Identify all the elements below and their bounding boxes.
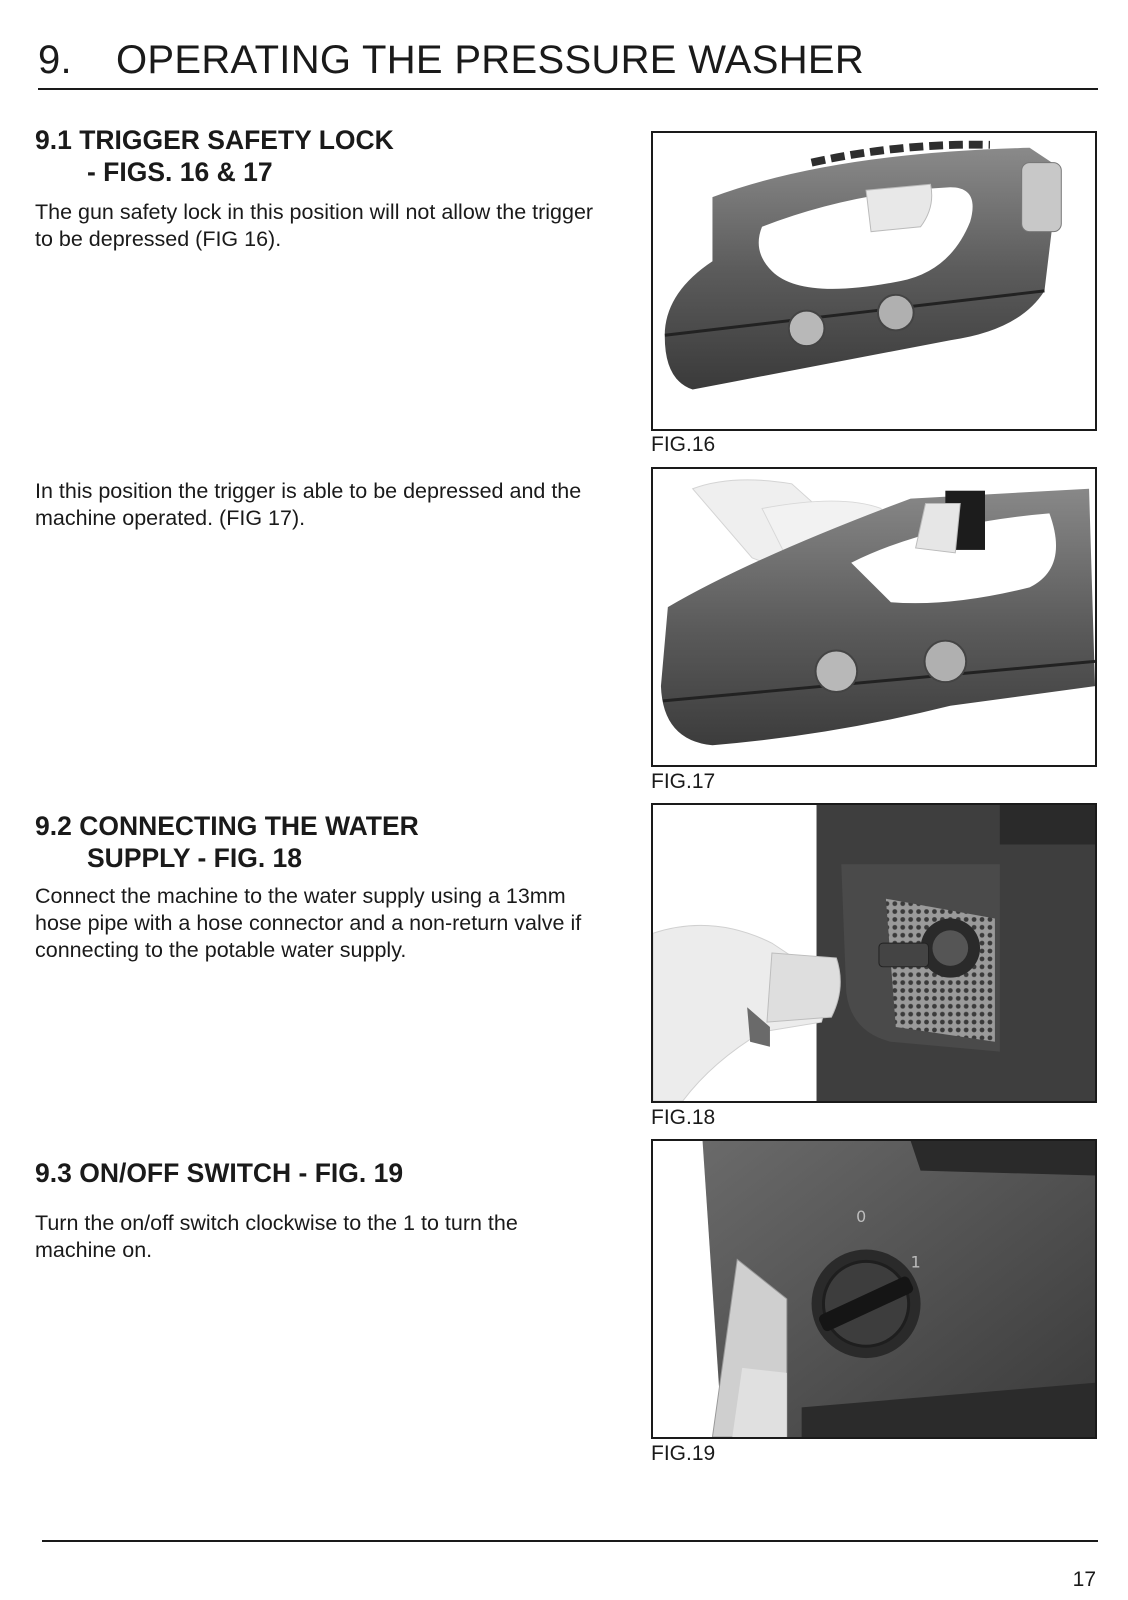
hose-connection-illustration: [653, 805, 1095, 1101]
figure-19-photo: [651, 1139, 1097, 1439]
section-heading-line1: 9.3 ON/OFF SWITCH - FIG. 19: [35, 1158, 404, 1188]
on-off-switch-illustration: [653, 1141, 1095, 1437]
page-title: [38, 38, 1098, 83]
figure-18-caption: FIG.18: [651, 1106, 716, 1129]
switch-on-mark: 1: [910, 1252, 921, 1272]
paragraph-water-supply: Connect the machine to the water supply using a 13mm hose pipe with a hose connector and a non-return valve if connecting to the potable water supply.: [35, 884, 582, 962]
figure-17-photo: [651, 467, 1097, 767]
title-divider: [38, 88, 1098, 90]
chapter-title: OPERATING THE PRESSURE WASHER: [116, 38, 865, 82]
figure-16-photo: [651, 131, 1097, 431]
paragraph-safety-lock-engaged: The gun safety lock in this position will not allow the trigger to be depressed (FIG 16).: [35, 200, 594, 251]
figure-19-caption: FIG.19: [651, 1442, 716, 1465]
section-heading-line2: SUPPLY - FIG. 18: [87, 843, 303, 873]
section-heading-line1: 9.1 TRIGGER SAFETY LOCK: [35, 125, 394, 155]
section-heading-line2: - FIGS. 16 & 17: [87, 157, 273, 187]
figure-17-caption: FIG.17: [651, 770, 716, 793]
spray-gun-trigger-pressed-illustration: [653, 469, 1095, 765]
spray-gun-locked-illustration: [653, 133, 1095, 429]
section-heading-line1: 9.2 CONNECTING THE WATER: [35, 811, 419, 841]
paragraph-safety-lock-released: In this position the trigger is able to be depressed and the machine operated. (FIG 17).: [35, 479, 582, 530]
figure-18-photo: [651, 803, 1097, 1103]
paragraph-on-off-switch: Turn the on/off switch clockwise to the 1 to turn the machine on.: [35, 1211, 518, 1262]
figure-16-caption: FIG.16: [651, 433, 716, 456]
chapter-number: 9.: [38, 38, 72, 82]
section-heading-water-supply: [35, 810, 419, 874]
section-heading-trigger-safety-lock: [35, 124, 394, 188]
switch-off-mark: 0: [856, 1206, 867, 1226]
section-heading-on-off-switch: [35, 1157, 403, 1189]
footer-divider: [42, 1540, 1098, 1542]
page-number: 17: [1072, 1568, 1096, 1591]
